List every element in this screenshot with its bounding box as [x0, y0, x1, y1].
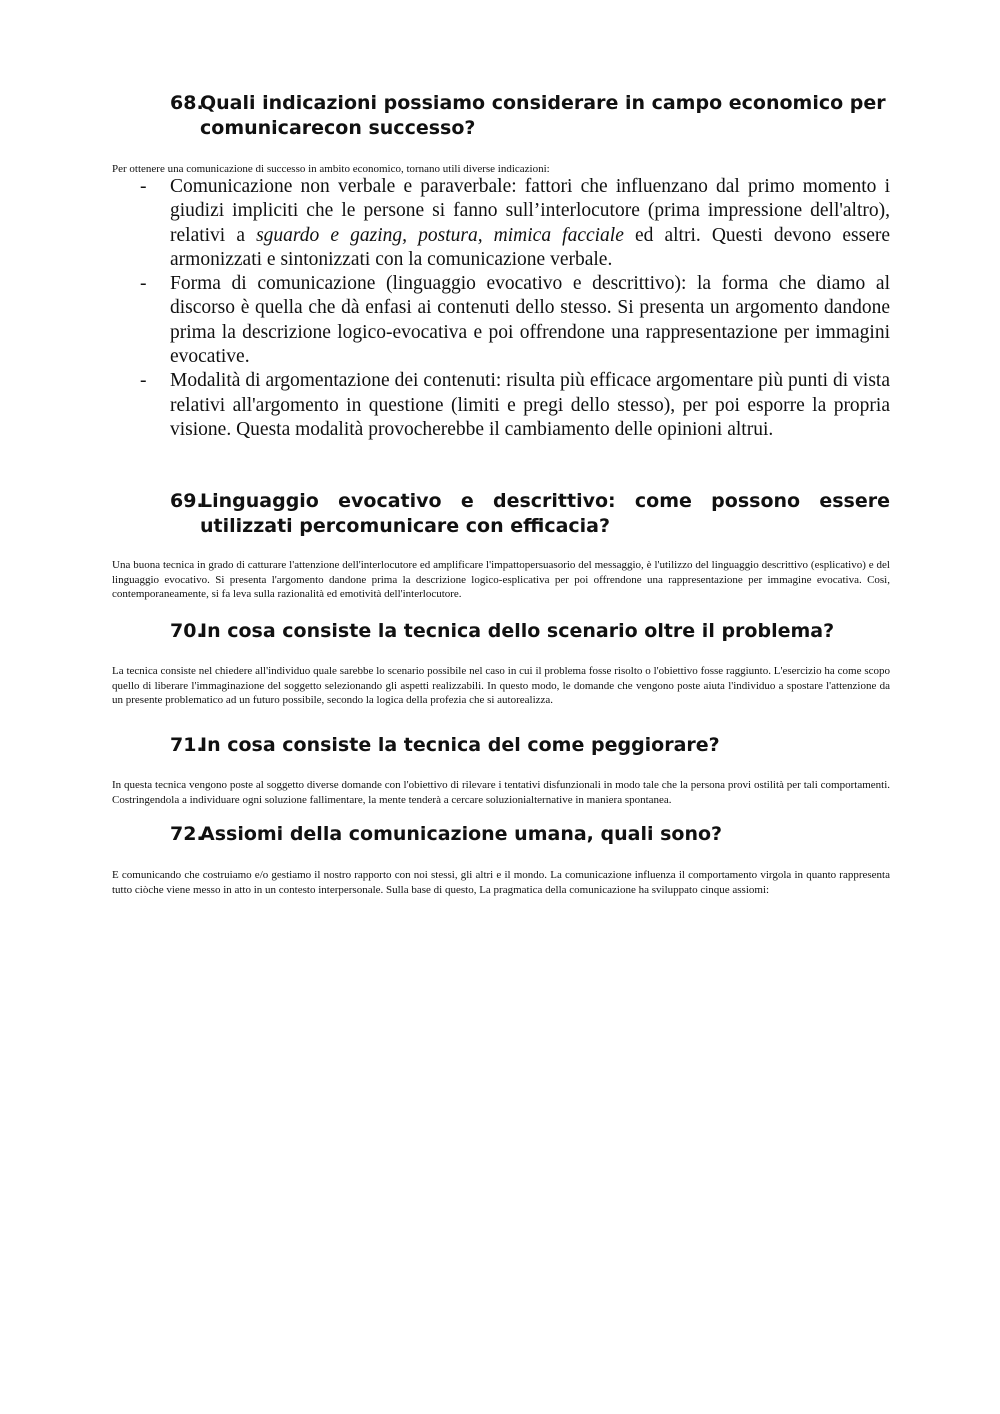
bullet-text-start: Comunicazione non verbale e paraverbale: fattori che influenzano dal primo momento i giudizi impliciti che le persone si fanno sull’interlocutore (prima impressione dell'altro), relativi a — [170, 176, 890, 246]
question-72-answer: E comunicando che costruiamo e/o gestiamo il nostro rapporto con noi stessi, gli altri e il mondo. La comunicazione influenza il comportamento virgola in quanto rappresenta tutto ciòche viene messo in atto in un contesto interpersonale. Sulla base di questo, La pragmatica della comunicazione ha sviluppato cinque assiomi: — [112, 869, 890, 896]
bullet-item — [140, 175, 890, 272]
bullet-dash: - — [140, 370, 147, 392]
bullet-dash: - — [140, 176, 147, 197]
question-72-number: 72. — [170, 823, 204, 845]
question-70-number: 70. — [170, 620, 204, 642]
question-69-number: 69. — [170, 490, 204, 512]
bullet-text: Forma di comunicazione (linguaggio evocativo e descrittivo): la forma che diamo al discorso è quella che dà enfasi ai contenuti dello stesso. Si presenta un argomento dandone prima la descrizione logico-evocativa e poi offrendone una rappresentazione per immagini evocative. — [170, 273, 890, 368]
bullet-dash: - — [140, 273, 147, 295]
question-72-title: Assiomi della comunicazione umana, quali sono? — [200, 823, 723, 845]
question-70-answer: La tecnica consiste nel chiedere all'individuo quale sarebbe lo scenario possibile nel caso in cui il problema fosse risolto o l'obiettivo fosse raggiunto. L'esercizio ha come scopo quello di liberare l'immaginazione del soggetto selezionando gli aspetti realizzabili. In questo modo, le domande che vengono poste aiuta l'individuo a spostare l'attenzione da un presente problematico ad un futuro possibile, secondo la logica della profezia che si autorealizza. — [112, 665, 890, 706]
bullet-text: Modalità di argomentazione dei contenuti: risulta più efficace argomentare più punti di vista relativi all'argomento in questione (limiti e pregi dello stesso), per poi esporre la propria visione. Questa modalità provocherebbe il cambiamento delle opinioni altrui. — [170, 370, 890, 440]
question-70-title: In cosa consiste la tecnica dello scenario oltre il problema? — [200, 620, 835, 642]
question-68-intro: Per ottenere una comunicazione di successo in ambito economico, tornano utili diverse indicazioni: — [112, 163, 550, 175]
question-68-heading — [170, 91, 890, 141]
bullet-text-end: ed altri. Questi devono essere armonizzati e sintonizzati con la comunicazione verbale. — [170, 224, 890, 270]
question-71-heading — [170, 733, 890, 758]
bullet-item — [140, 369, 890, 442]
question-71-number: 71. — [170, 734, 204, 756]
question-71-answer: In questa tecnica vengono poste al soggetto diverse domande con l'obiettivo di rilevare i tentativi disfunzionali in modo tale che la persona provi ostilità per tali comportamenti. Costringendola a individuare ogni soluzione fallimentare, la mente tenderà a cercare soluzionialternative in maniera spontanea. — [112, 779, 890, 806]
bullet-item — [140, 272, 890, 369]
question-72-heading — [170, 822, 890, 847]
question-71-title: In cosa consiste la tecnica del come peggiorare? — [200, 734, 720, 756]
question-69-heading — [170, 489, 890, 539]
bullet-text-italic: sguardo e gazing, postura, mimica facciale — [256, 224, 624, 246]
question-69-answer: Una buona tecnica in grado di catturare l'attenzione dell'interlocutore ed amplificare l'impattopersuasorio del messaggio, è l'utilizzo del linguaggio descrittivo (esplicativo) e del linguaggio evocativo. Si presenta l'argomento dandone prima la descrizione logico-esplicativa per poi offrendone una rappresentazione per immagine evocativa. Così, contemporaneamente, si fa leva sulla razionalità ed emotività dell'interlocutore. — [112, 559, 890, 600]
question-70-heading — [170, 619, 890, 644]
question-69-title: Linguaggio evocativo e descrittivo: come possono essere utilizzati percomunicare con efficacia? — [200, 490, 890, 537]
question-68-number: 68. — [170, 92, 204, 114]
question-68-title: Quali indicazioni possiamo considerare in campo economico per comunicarecon successo? — [200, 92, 886, 139]
question-68-bullet-list — [140, 175, 890, 442]
